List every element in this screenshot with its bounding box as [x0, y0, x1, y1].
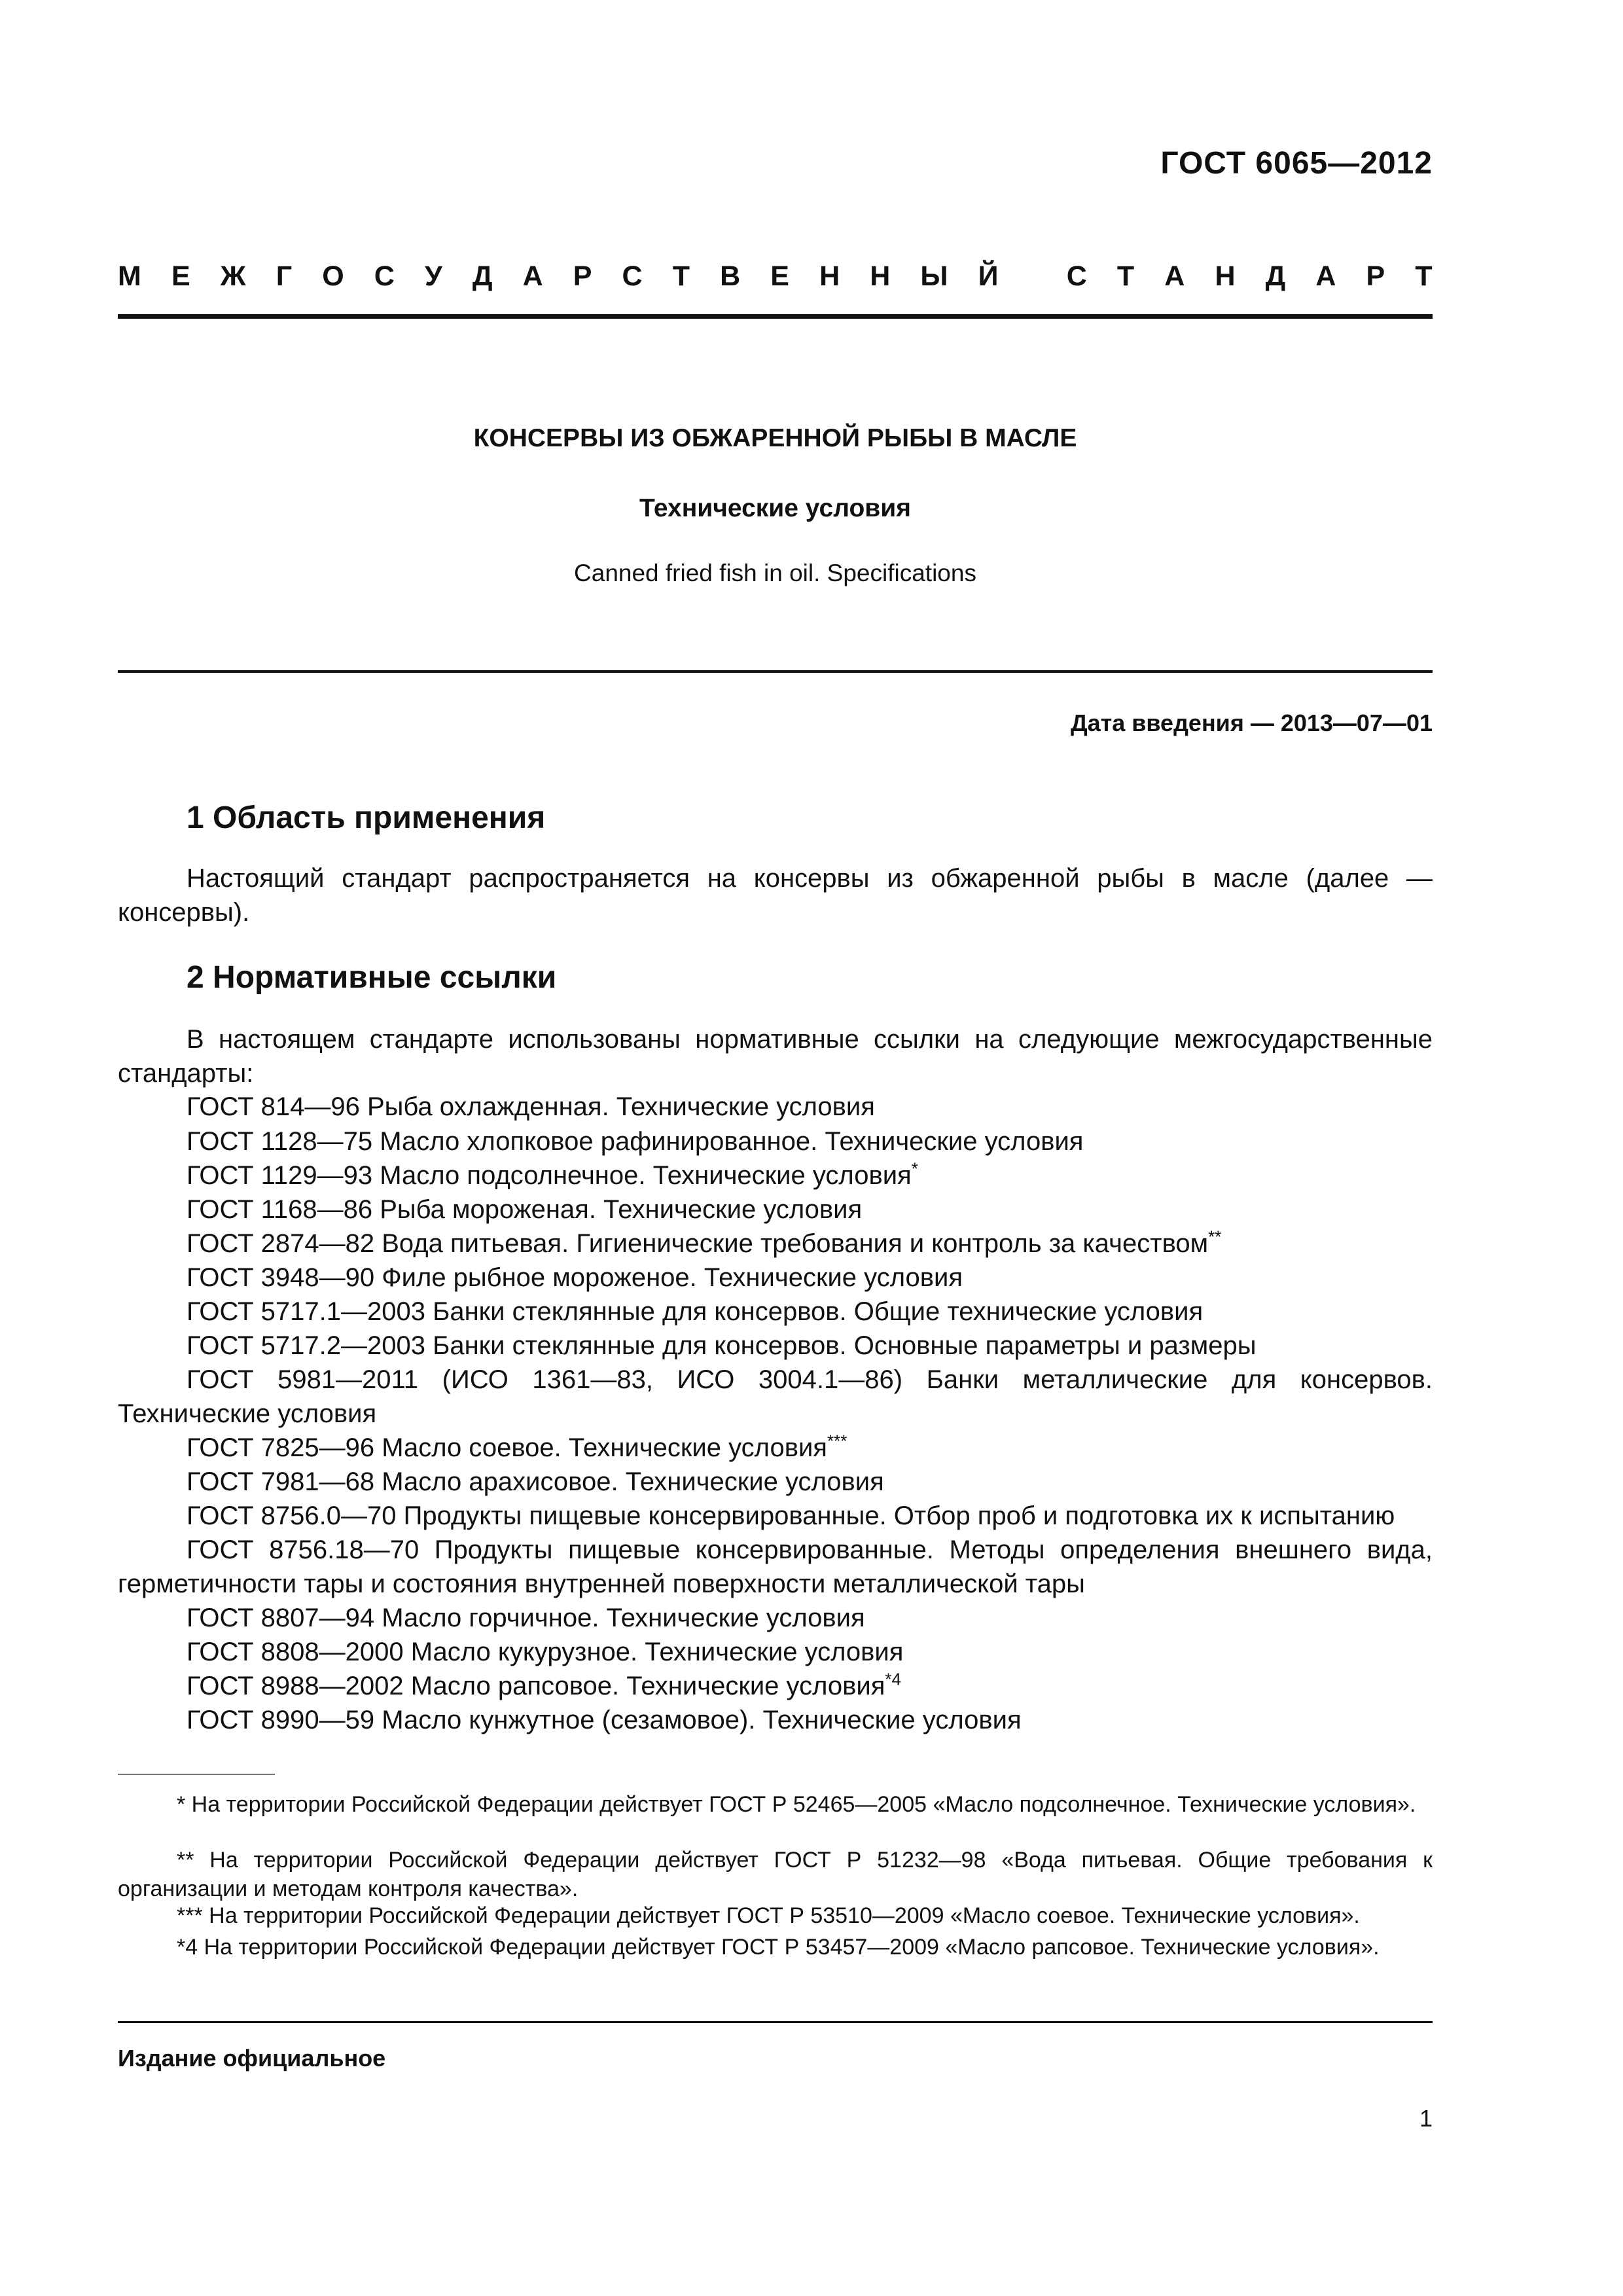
reference-text: ГОСТ 7825—96 Масло соевое. Технические условия: [187, 1433, 827, 1462]
reference-item: [118, 1533, 1433, 1601]
reference-text: ГОСТ 814—96 Рыба охлажденная. Технические условия: [187, 1092, 875, 1121]
reference-item: [187, 1295, 1203, 1329]
standard-type-letter: У: [424, 260, 442, 292]
standard-type-letter: А: [522, 260, 543, 292]
standard-type-letter: Н: [819, 260, 840, 292]
reference-item: [187, 1703, 1022, 1737]
standard-type-letter: Г: [276, 260, 293, 292]
standard-type-letter: Т: [1415, 260, 1433, 292]
standard-type-letter: Н: [870, 260, 891, 292]
footnote: *** На территории Российской Федерации действует ГОСТ Р 53510—2009 «Масло соевое. Технические условия».: [177, 1903, 1360, 1928]
footnote: * На территории Российской Федерации действует ГОСТ Р 52465—2005 «Масло подсолнечное. Технические условия».: [177, 1792, 1416, 1817]
standard-type-letter: М: [118, 260, 141, 292]
reference-text: ГОСТ 8807—94 Масло горчичное. Технические условия: [187, 1604, 865, 1632]
footnote-marker: **: [1208, 1227, 1222, 1247]
standard-type-letter: Е: [171, 260, 190, 292]
standard-type-letter: Ы: [920, 260, 948, 292]
standard-type-letter: А: [1164, 260, 1185, 292]
footnote-marker: *4: [885, 1669, 901, 1689]
reference-item: [187, 1499, 1395, 1533]
reference-text: ГОСТ 8756.0—70 Продукты пищевые консервированные. Отбор проб и подготовка их к испытанию: [187, 1501, 1395, 1530]
reference-item: [187, 1635, 903, 1669]
reference-text: ГОСТ 8808—2000 Масло кукурузное. Технические условия: [187, 1638, 904, 1666]
reference-text: ГОСТ 1128—75 Масло хлопковое рафинированное. Технические условия: [187, 1127, 1084, 1156]
reference-text: ГОСТ 5717.1—2003 Банки стеклянные для консервов. Общие технические условия: [187, 1297, 1204, 1326]
standard-type-letter: О: [322, 260, 344, 292]
standard-type-letter: В: [720, 260, 741, 292]
reference-item: [118, 1363, 1433, 1431]
reference-item: [187, 1227, 1221, 1261]
introduction-date: Дата введения — 2013—07—01: [1070, 709, 1433, 736]
standard-type-letter: Ж: [220, 260, 246, 292]
reference-item: [187, 1090, 875, 1124]
footnote-marker: ***: [827, 1431, 847, 1451]
section-1-text: Настоящий стандарт распространяется на консервы из обжаренной рыбы в масле (далее — консервы).: [118, 864, 1433, 927]
standard-type-letter: Д: [472, 260, 493, 292]
standard-type-letter: Р: [573, 260, 592, 292]
standard-type-letter: [1029, 260, 1037, 293]
reference-item: [187, 1193, 862, 1227]
footnote: *4 На территории Российской Федерации действует ГОСТ Р 53457—2009 «Масло рапсовое. Технические условия».: [177, 1935, 1380, 1960]
standard-type-letter: Й: [978, 260, 999, 292]
standard-number: ГОСТ 6065—2012: [1160, 146, 1433, 181]
reference-item: [187, 1158, 918, 1193]
section-1-heading: 1 Область применения: [187, 800, 546, 835]
reference-text: ГОСТ 1168—86 Рыба мороженая. Технические условия: [187, 1195, 863, 1224]
reference-text: ГОСТ 1129—93 Масло подсолнечное. Технические условия: [187, 1161, 912, 1190]
reference-item: [187, 1329, 1256, 1363]
reference-text: ГОСТ 7981—68 Масло арахисовое. Технические условия: [187, 1467, 884, 1496]
page-number: 1: [1419, 2105, 1433, 2132]
standard-type-letter: С: [374, 260, 395, 292]
reference-text: ГОСТ 3948—90 Филе рыбное мороженое. Технические условия: [187, 1263, 963, 1292]
standard-type-heading: [118, 260, 1433, 293]
reference-item: [187, 1431, 847, 1465]
reference-text: ГОСТ 2874—82 Вода питьевая. Гигиенические требования и контроль за качеством: [187, 1229, 1209, 1258]
standard-type-letter: А: [1315, 260, 1336, 292]
section-2-heading: 2 Нормативные ссылки: [187, 960, 557, 995]
standard-type-letter: Р: [1366, 260, 1385, 292]
reference-item: [187, 1261, 963, 1295]
reference-text: ГОСТ 8756.18—70 Продукты пищевые консервированные. Методы определения внешнего вида, герметичности тары и состояния внутренней поверхности металлической тары: [118, 1535, 1433, 1598]
document-title: КОНСЕРВЫ ИЗ ОБЖАРЕННОЙ РЫБЫ В МАСЛЕ: [473, 424, 1077, 452]
footnote: ** На территории Российской Федерации действует ГОСТ Р 51232—98 «Вода питьевая. Общие требования к организации и методам контроля качества».: [118, 1848, 1433, 1901]
header-rule: [118, 314, 1433, 319]
english-title: Canned fried fish in oil. Specifications: [574, 560, 976, 586]
reference-item: [187, 1601, 865, 1635]
reference-text: ГОСТ 8988—2002 Масло рапсовое. Технические условия: [187, 1672, 885, 1700]
reference-item: [187, 1465, 884, 1499]
title-rule: [118, 670, 1433, 673]
edition-label: Издание официальное: [118, 2045, 386, 2072]
standard-type-letter: Д: [1265, 260, 1286, 292]
reference-text: ГОСТ 5981—2011 (ИСО 1361—83, ИСО 3004.1—86) Банки металлические для консервов. Технические условия: [118, 1365, 1433, 1428]
reference-item: [187, 1669, 901, 1703]
section-2-intro: В настоящем стандарте использованы нормативные ссылки на следующие межгосударственные стандарты:: [118, 1025, 1433, 1088]
footnote-marker: *: [911, 1158, 918, 1179]
standard-type-letter: Т: [1116, 260, 1135, 292]
standard-type-letter: Е: [770, 260, 789, 292]
document-subtitle: Технические условия: [639, 494, 911, 522]
edition-rule: [118, 2021, 1433, 2023]
footnote-separator: [118, 1774, 275, 1775]
standard-type-letter: Н: [1215, 260, 1236, 292]
standard-type-letter: С: [622, 260, 643, 292]
standard-type-letter: Т: [672, 260, 690, 292]
reference-text: ГОСТ 5717.2—2003 Банки стеклянные для консервов. Основные параметры и размеры: [187, 1331, 1257, 1360]
standard-type-letter: С: [1066, 260, 1087, 292]
reference-item: [187, 1124, 1083, 1158]
reference-text: ГОСТ 8990—59 Масло кунжутное (сезамовое). Технические условия: [187, 1706, 1022, 1734]
